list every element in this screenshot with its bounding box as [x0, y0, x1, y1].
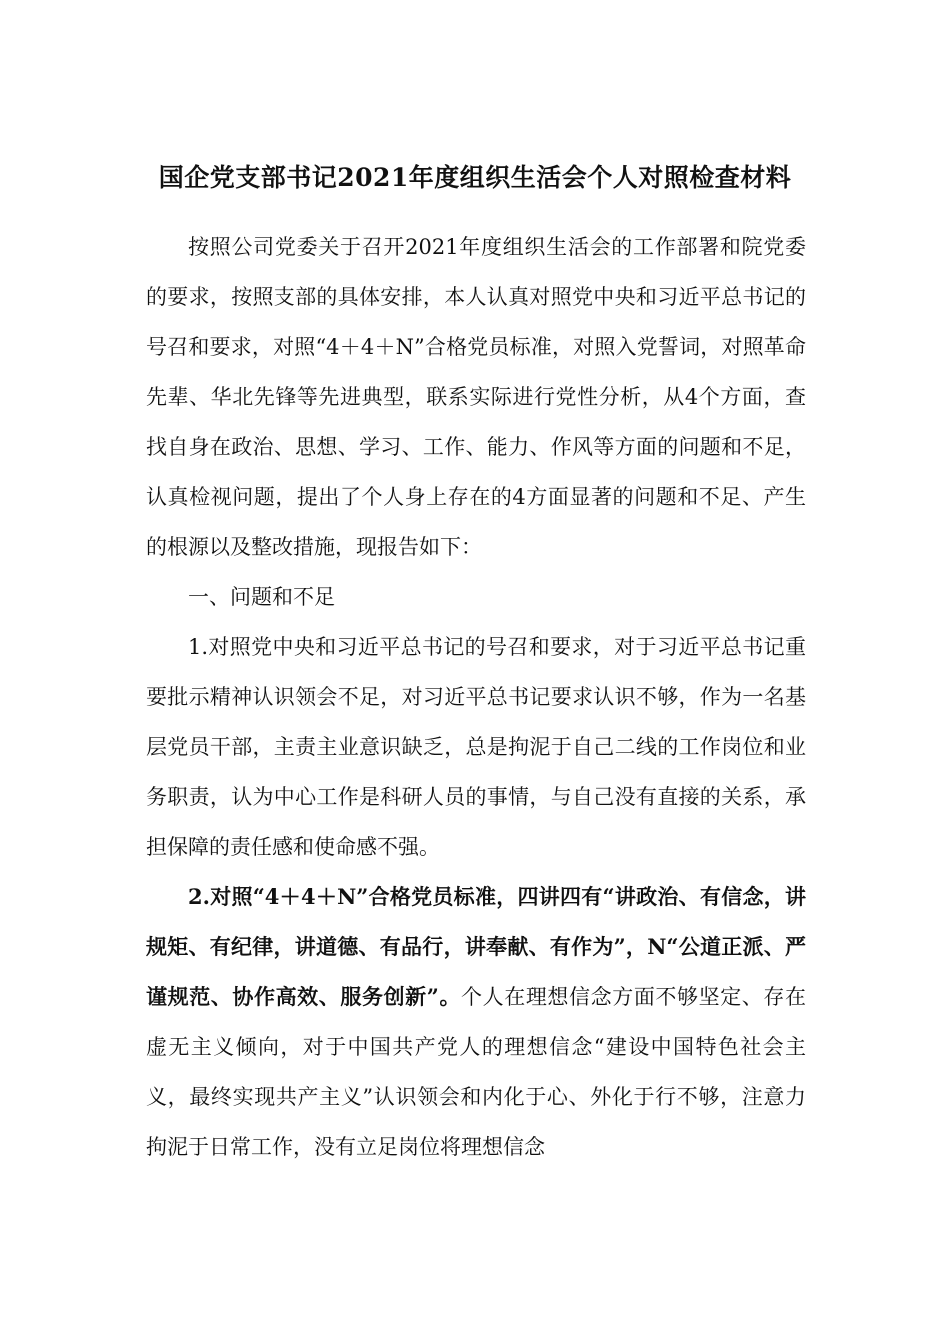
item-1-paragraph: 1.对照党中央和习近平总书记的号召和要求，对于习近平总书记重要批示精神认识领会不足，对习近平总书记要求认识不够，作为一名基层党员干部，主责主业意识缺乏，总是拘泥于自己二线的工作岗位和业务职责，认为中心工作是科研人员的事情，与自己没有直接的关系，承担保障的责任感和使命感不强。: [146, 635, 806, 859]
document-body: [146, 222, 806, 1172]
item-2-bold-lead: 2.对照“4＋4＋N”合格党员标准，四讲四有“讲政治、有信念，讲规矩、有纪律，讲道德、有品行，讲奉献、有作为”，N“公道正派、严谨规范、协作高效、服务创新”。: [146, 884, 806, 1009]
section-heading: 一、问题和不足: [188, 585, 335, 609]
item-2-paragraph: [146, 872, 806, 1172]
intro-paragraph: 按照公司党委关于召开2021年度组织生活会的工作部署和院党委的要求，按照支部的具体安排，本人认真对照党中央和习近平总书记的号召和要求，对照“4＋4＋N”合格党员标准，对照入党誓词，对照革命先辈、华北先锋等先进典型，联系实际进行党性分析，从4个方面，查找自身在政治、思想、学习、工作、能力、作风等方面的问题和不足，认真检视问题，提出了个人身上存在的4方面显著的问题和不足、产生的根源以及整改措施，现报告如下：: [146, 235, 806, 559]
document-title: 国企党支部书记2021年度组织生活会个人对照检查材料: [158, 163, 792, 192]
item-2-text: 个人在理想信念方面不够坚定、存在虚无主义倾向，对于中国共产党人的理想信念“建设中国特色社会主义，最终实现共产主义”认识领会和内化于心、外化于行不够，注意力拘泥于日常工作，没有立足岗位将理想信念: [146, 985, 807, 1159]
